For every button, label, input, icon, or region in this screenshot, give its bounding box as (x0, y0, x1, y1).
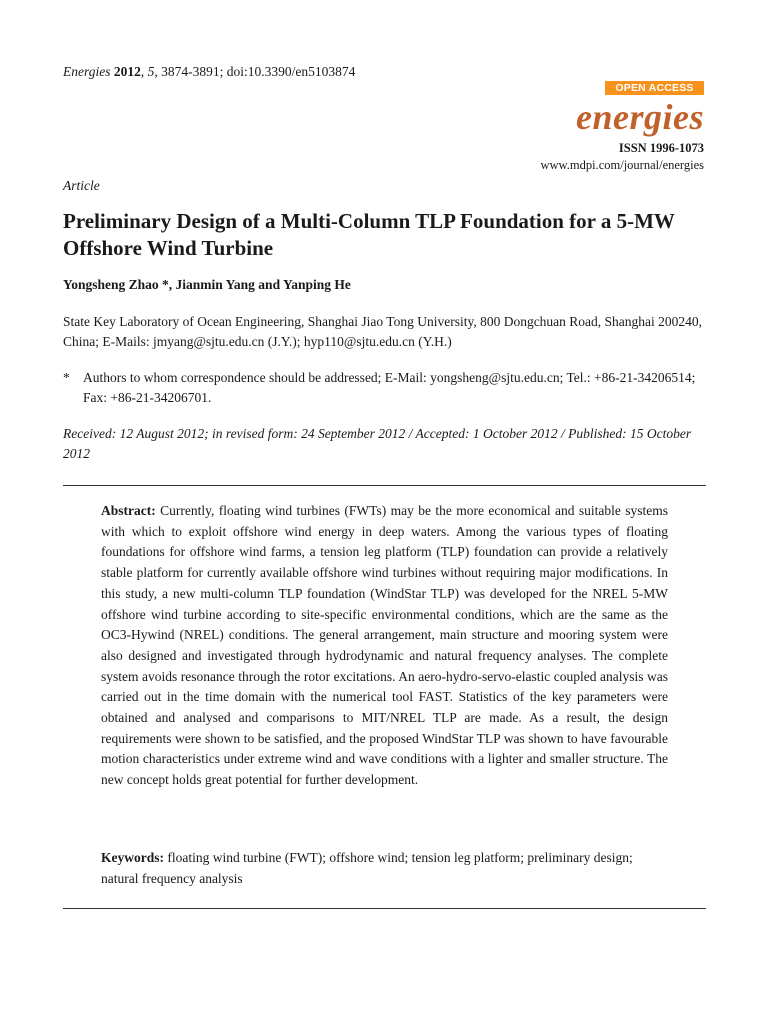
journal-logo: energies (576, 97, 704, 137)
correspondence-note (63, 368, 713, 408)
citation-year: 2012 (113, 64, 141, 79)
divider-bottom (63, 908, 706, 909)
keywords-label: Keywords: (101, 850, 164, 865)
citation-volume: 5 (147, 64, 155, 79)
journal-citation: Energies 2012, 5, 3874-3891; doi:10.3390/en5103874 (63, 64, 356, 79)
citation-pages-doi: , 3874-3891; doi:10.3390/en5103874 (154, 64, 356, 79)
abstract-text: Currently, floating wind turbines (FWTs) may be the more economical and suitable systems with which to exploit offshore wind energy in deep waters. Among the various types of floating foundations for offshore wind farms, a tension leg platform (TLP) foundation can provide a relatively stable platform for currently available offshore wind turbines without requiring major modifications. In this study, a new multi-column TLP foundation (WindStar TLP) was developed for the NREL 5-MW offshore wind turbine according to site-specific environmental conditions, which are the same as the OC3-Hywind (NREL) conditions. The general arrangement, main structure and mooring system were also designed and investigated through hydrodynamic and natural frequency analyses. The complete system avoids resonance through the rotor excitations. An aero-hydro-servo-elastic coupled analysis was carried out in the time domain with the numerical tool FAST. Statistics of the key parameters were obtained and analysed and comparisons to MIT/NREL TLP are made. As a result, the design requirements were shown to be satisfied, and the proposed WindStar TLP was shown to have favourable motion characteristics under extreme wind and wave conditions with a lighter and smaller structure. The new concept holds great potential for further development. (101, 503, 668, 788)
issn: ISSN 1996-1073 (618, 141, 704, 155)
author-list: Yongsheng Zhao *, Jianmin Yang and Yanping He (63, 277, 351, 292)
abstract-label: Abstract: (101, 503, 156, 518)
open-access-badge: OPEN ACCESS (605, 81, 704, 95)
journal-url[interactable]: www.mdpi.com/journal/energies (540, 158, 704, 172)
correspondence-text: Authors to whom correspondence should be addressed; E-Mail: yongsheng@sjtu.edu.cn; Tel.: +86-21-34206514; Fax: +86-21-34206701. (83, 370, 696, 405)
affiliation: State Key Laboratory of Ocean Engineering, Shanghai Jiao Tong University, 800 Dongchuan Road, Shanghai 200240, China; E-Mails: jmyang@sjtu.edu.cn (J.Y.); hyp110@sjtu.edu.cn (Y.H.) (63, 314, 703, 349)
paper-title: Preliminary Design of a Multi-Column TLP Foundation for a 5-MW Offshore Wind Turbine (63, 209, 675, 260)
journal-name: Energies (63, 64, 111, 79)
abstract (101, 501, 668, 791)
divider-top (63, 485, 706, 486)
keywords (101, 848, 668, 889)
correspondence-marker: * (63, 370, 70, 385)
publication-dates: Received: 12 August 2012; in revised form: 24 September 2012 / Accepted: 1 October 2012 / Published: 15 October 2012 (63, 426, 692, 461)
article-type: Article (63, 178, 100, 193)
keywords-text: floating wind turbine (FWT); offshore wind; tension leg platform; preliminary design; natural frequency analysis (101, 850, 633, 886)
